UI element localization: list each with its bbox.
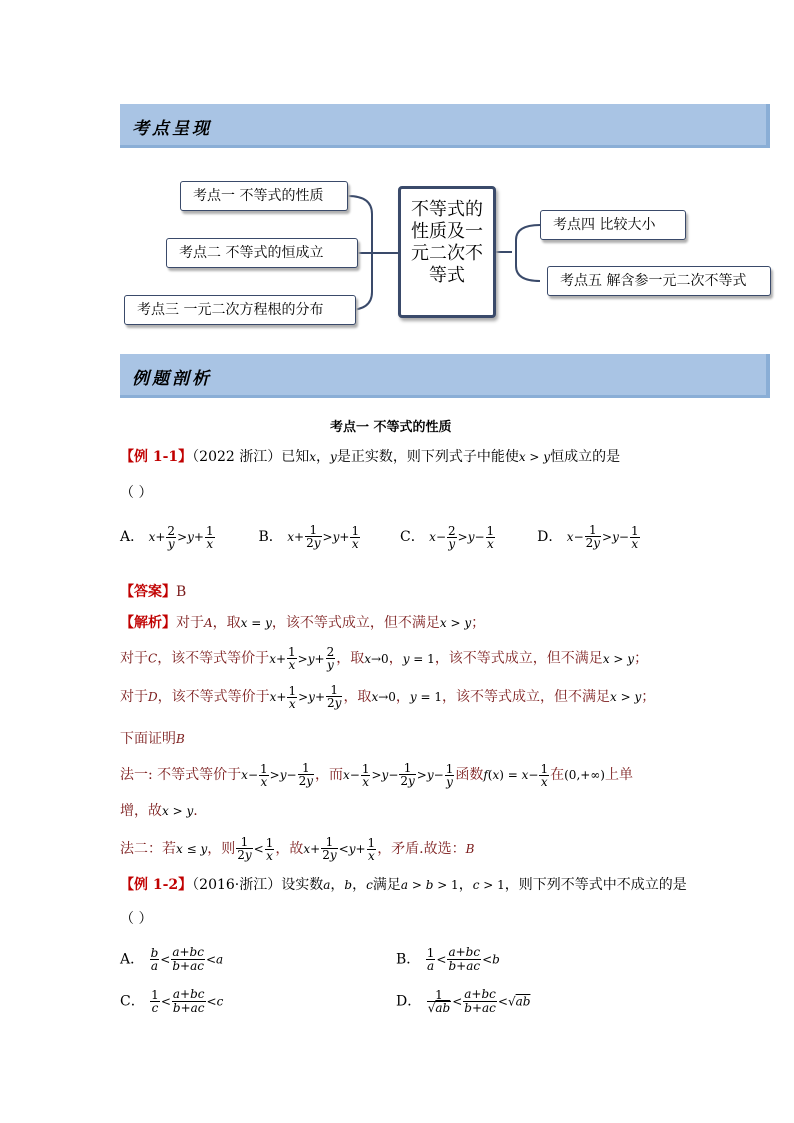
analysis-line-3: 对于D，该不等式等价于x+ $\frac{1}{x}$ >y+ $\frac{1}{2y}$ ，取x→0，y = 1，该不等式成立，但不满足x > y； bbox=[120, 683, 656, 711]
example-1-2-option-b: B． $\frac{1}{a}$ < $\frac{a+bc}{b+ac}$ <b bbox=[396, 945, 500, 973]
mindmap-node-3-label: 考点三 一元二次方程根的分布 bbox=[137, 302, 324, 318]
answer-paren-2: （ ） bbox=[120, 911, 153, 927]
analysis-line-5: 法一: 不等式等价于x− $\frac{1}{x}$ >y− $\frac{1}{2y}$ ，而x− $\frac{1}{x}$ >y− $\frac{1}{2y}$ >y− $\frac{1}{y}$ 函数f(x) = x− $\frac{1}{x}$ 在(0,+∞)上单 bbox=[120, 761, 633, 789]
option-c-label: C． bbox=[120, 993, 145, 1010]
text: ，该不等式等价于 bbox=[157, 689, 270, 705]
var-a: A bbox=[204, 616, 213, 630]
mindmap-node-1-label: 考点一 不等式的性质 bbox=[193, 188, 324, 204]
text: ， bbox=[316, 449, 331, 465]
answer bbox=[120, 581, 186, 601]
example-1-1-options: A． x+ $\frac{2}{y}$ >y+ $\frac{1}{x}$ B． x+ $\frac{1}{2y}$ >y+ $\frac{1}{x}$ C． x− $\frac{2}{y}$ >y− $\frac{1}{x}$ D． x− $\frac{1}{2y}$ >y− $\frac{1}{x}$ bbox=[120, 523, 639, 551]
var-b: B bbox=[465, 842, 475, 856]
var-b: B bbox=[176, 732, 185, 746]
text: 上单 bbox=[605, 767, 633, 783]
answer-value: B bbox=[176, 584, 187, 600]
text: 增，故 bbox=[120, 803, 162, 819]
mindmap-node-3 bbox=[124, 295, 356, 325]
var-d: D bbox=[148, 690, 158, 704]
mindmap-node-5-label: 考点五 解含参一元二次不等式 bbox=[560, 273, 747, 289]
text: 法一: 不等式等价于 bbox=[120, 767, 242, 783]
text: ，则下列不等式中不成立的是 bbox=[504, 877, 687, 893]
text: 满足 bbox=[372, 877, 401, 893]
text: ，该不等式等价于 bbox=[157, 650, 270, 667]
banner-title-2: 例题剖析 bbox=[132, 369, 212, 389]
text: 已知 bbox=[281, 449, 310, 465]
example-label: 【例 1-1】 bbox=[120, 449, 193, 465]
mindmap-node-2 bbox=[166, 238, 358, 268]
banner-title: 考点呈现 bbox=[132, 119, 212, 139]
analysis-line-6: 增，故x > y. bbox=[120, 803, 198, 819]
text: 对于 bbox=[120, 650, 148, 667]
text: 恒成立的是 bbox=[550, 449, 621, 465]
example-label: 【例 1-2】 bbox=[120, 877, 193, 893]
analysis-line-1: 【解析】对于A，取x = y，该不等式成立，但不满足x > y； bbox=[120, 615, 486, 631]
text: ，取 bbox=[212, 615, 241, 631]
mindmap-center-label: 不等式的性质及一元二次不等式 bbox=[411, 199, 483, 286]
option-b-label: B． bbox=[258, 529, 283, 545]
text: ，矛盾.故选： bbox=[377, 841, 466, 857]
text: ，则 bbox=[207, 841, 236, 857]
mindmap-node-1 bbox=[180, 181, 348, 211]
section-title: 考点一 不等式的性质 bbox=[330, 420, 452, 435]
example-1-1-stem: 【例 1-1】（2022 浙江）已知x，y是正实数，则下列式子中能使x > y恒成立的是 bbox=[120, 449, 621, 465]
mindmap-center bbox=[398, 186, 496, 318]
text: ，该不等式成立，但不满足 bbox=[271, 615, 440, 631]
section-banner-liti bbox=[120, 354, 770, 398]
text: ，该不等式成立，但不满足 bbox=[434, 650, 603, 667]
option-a-label: A． bbox=[120, 529, 145, 545]
mindmap-node-4 bbox=[540, 210, 686, 240]
text: ，取 bbox=[343, 689, 372, 705]
text: 函数 bbox=[455, 767, 484, 783]
mindmap-node-5 bbox=[547, 266, 771, 296]
text: 是正实数，则下列式子中能使 bbox=[336, 449, 519, 465]
text: 对于 bbox=[176, 615, 204, 631]
text: ，该不等式成立，但不满足 bbox=[442, 689, 611, 705]
answer-label: 【答案】 bbox=[120, 584, 176, 600]
text: ； bbox=[471, 615, 486, 631]
example-1-2-option-d: D． $\frac{1}{√ab}$ < $\frac{a+bc}{b+ac}$ <√ab bbox=[396, 987, 531, 1015]
var-c: C bbox=[148, 651, 158, 666]
mindmap-node-2-label: 考点二 不等式的恒成立 bbox=[179, 245, 324, 261]
example-source: （2016·浙江） bbox=[192, 877, 282, 893]
text: 设实数 bbox=[281, 877, 324, 893]
option-c-label: C． bbox=[399, 529, 425, 545]
analysis-line-4 bbox=[120, 728, 185, 748]
example-1-2-option-a: A． $\frac{b}{a}$ < $\frac{a+bc}{b+ac}$ <a bbox=[120, 945, 224, 973]
option-a-label: A． bbox=[120, 951, 145, 968]
mindmap-node-4-label: 考点四 比较大小 bbox=[553, 217, 656, 233]
text: 在 bbox=[550, 767, 565, 783]
text: ，取 bbox=[336, 650, 365, 667]
text: 法二：若 bbox=[120, 841, 176, 857]
example-1-2-option-c: C． $\frac{1}{c}$ < $\frac{a+bc}{b+ac}$ <c bbox=[120, 987, 224, 1015]
analysis-label: 【解析】 bbox=[120, 615, 176, 631]
text: 下面证明 bbox=[120, 731, 176, 747]
option-d-label: D． bbox=[537, 529, 563, 545]
analysis-line-2: 对于C，该不等式等价于x+ $\frac{1}{x}$ >y+ $\frac{2}{y}$ ，取x→0，y = 1，该不等式成立，但不满足x > y； bbox=[120, 645, 649, 672]
option-b-label: B． bbox=[396, 951, 421, 968]
example-source: （2022 浙江） bbox=[192, 449, 282, 465]
example-1-2-stem: 【例 1-2】（2016·浙江）设实数a，b，c满足a > b > 1，c > 1，则下列不等式中不成立的是 bbox=[120, 877, 687, 893]
answer-paren: （ ） bbox=[120, 485, 153, 501]
text: 对于 bbox=[120, 689, 148, 705]
analysis-line-7: 法二：若x ≤ y，则 $\frac{1}{2y}$ < $\frac{1}{x}$ ，故x+ $\frac{1}{2y}$ <y+ $\frac{1}{x}$ ，矛盾.故选：B bbox=[120, 835, 475, 863]
text: ，而 bbox=[314, 767, 343, 783]
option-d-label: D． bbox=[396, 993, 422, 1010]
text: ，故 bbox=[275, 841, 304, 857]
